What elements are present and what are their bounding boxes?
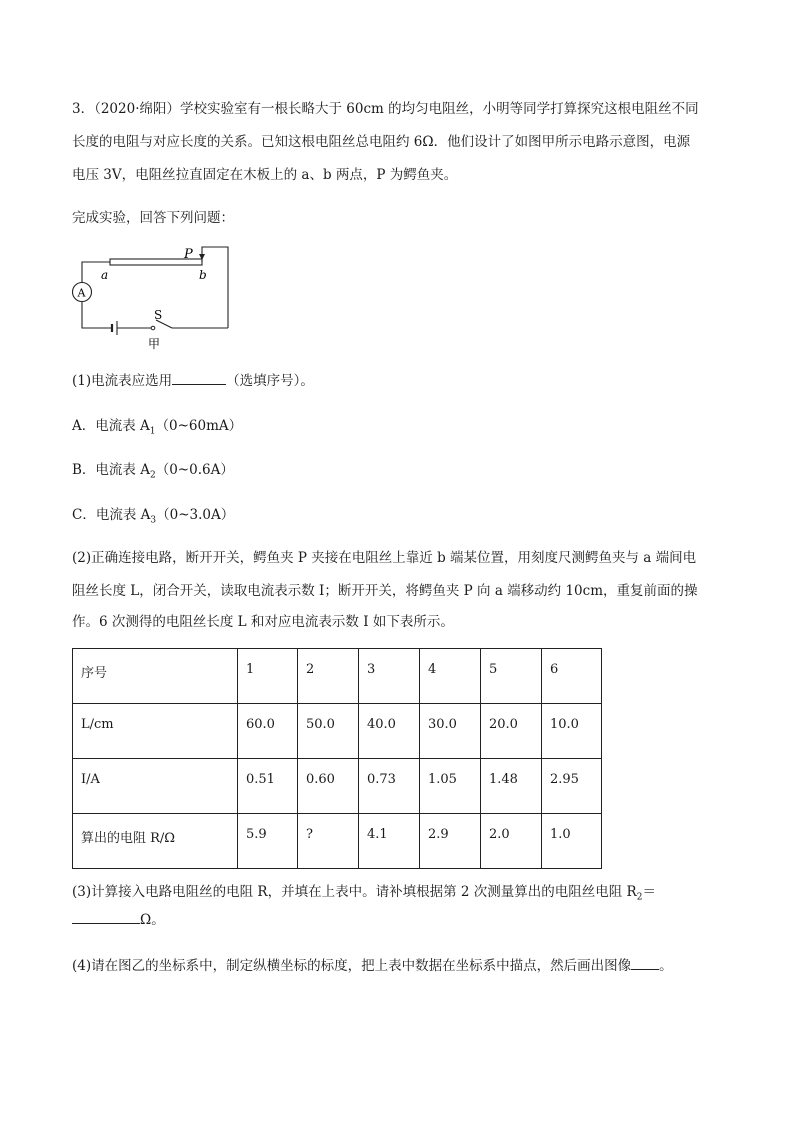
label-a: a xyxy=(101,268,109,282)
table-cell: 4.1 xyxy=(359,814,420,869)
table-cell: 1.05 xyxy=(420,759,481,814)
part3-text: (3)计算接入电路电阻丝的电阻 R，并填在上表中。请补填根据第 2 次测量算出的电阻丝电阻 R xyxy=(72,884,637,900)
table-cell: 0.73 xyxy=(359,759,420,814)
label-switch: S xyxy=(154,308,163,322)
table-cell: 60.0 xyxy=(238,704,298,759)
answer-blank-3[interactable] xyxy=(72,909,140,924)
option-a xyxy=(72,410,732,449)
label-p: P xyxy=(184,247,193,262)
part4-line xyxy=(72,950,752,983)
table-cell: 3 xyxy=(359,649,420,704)
question-line-4: 完成实验，回答下列问题： xyxy=(72,210,234,226)
table-cell: 算出的电阻 R/Ω xyxy=(73,814,238,869)
table-cell: 20.0 xyxy=(481,704,542,759)
part4-end: 。 xyxy=(659,958,673,974)
table-cell: 1.0 xyxy=(542,814,602,869)
part1-suffix: （选填序号）。 xyxy=(226,373,314,389)
option-b xyxy=(72,454,732,493)
table-cell: 6 xyxy=(542,649,602,704)
table-cell: 5 xyxy=(481,649,542,704)
circuit-diagram xyxy=(60,238,250,356)
part2-line-2: 阻丝长度 L，闭合开关，读取电流表示数 I；断开开关，将鳄鱼夹 P 向 a 端移动约 10cm，重复前面的操 xyxy=(72,583,698,599)
table-cell: 10.0 xyxy=(542,704,602,759)
table-cell: L/cm xyxy=(73,704,238,759)
table-cell: 2.9 xyxy=(420,814,481,869)
table-cell: 2.0 xyxy=(481,814,542,869)
part2-line-1: (2)正确连接电路，断开开关，鳄鱼夹 P 夹接在电阻丝上靠近 b 端某位置，用刻度尺测鳄鱼夹与 a 端间电 xyxy=(72,550,697,566)
part1-text: (1)电流表应选用 xyxy=(72,373,173,389)
table-cell: 1.48 xyxy=(481,759,542,814)
table-cell: 40.0 xyxy=(359,704,420,759)
label-b: b xyxy=(199,268,207,282)
answer-blank-4[interactable] xyxy=(631,955,659,970)
table-cell: 序号 xyxy=(73,649,238,704)
table-row xyxy=(73,649,602,704)
part2-line-3: 作。6 次测得的电阻丝长度 L 和对应电流表示数 I 如下表所示。 xyxy=(72,614,454,630)
table-row xyxy=(73,704,602,759)
option-c xyxy=(72,499,732,538)
answer-blank-1[interactable] xyxy=(172,370,226,385)
part1-prompt xyxy=(72,365,732,398)
option-b-label: B．电流表 A xyxy=(72,462,150,478)
table-cell: 0.51 xyxy=(238,759,298,814)
table-cell: 4 xyxy=(420,649,481,704)
table-cell: ? xyxy=(298,814,359,869)
label-ammeter: A xyxy=(77,286,86,300)
table-row xyxy=(73,759,602,814)
part3-line-2 xyxy=(72,904,732,937)
question-line-2: 长度的电阻与对应长度的关系。已知这根电阻丝总电阻约 6Ω．他们设计了如图甲所示电路示意图，电源 xyxy=(72,134,691,150)
option-b-sub: 2 xyxy=(149,470,156,481)
option-c-range: （0~3.0A） xyxy=(156,507,235,523)
table-cell: I/A xyxy=(73,759,238,814)
part3-sub: 2 xyxy=(636,892,643,903)
part3-unit: Ω。 xyxy=(140,912,165,928)
table-cell: 5.9 xyxy=(238,814,298,869)
question-line-3: 电压 3V，电阻丝拉直固定在木板上的 a、b 两点，P 为鳄鱼夹。 xyxy=(72,167,458,183)
part4-text: (4)请在图乙的坐标系中，制定纵横坐标的标度，把上表中数据在坐标系中描点，然后画出图像 xyxy=(72,958,632,974)
question-line-1: 3．（2020·绵阳）学校实验室有一根长略大于 60cm 的均匀电阻丝，小明等同学打算探究这根电阻丝不同 xyxy=(72,101,699,117)
table-cell: 30.0 xyxy=(420,704,481,759)
data-table xyxy=(72,648,602,869)
table-cell: 2 xyxy=(298,649,359,704)
table-cell: 0.60 xyxy=(298,759,359,814)
option-a-range: （0~60mA） xyxy=(155,418,243,434)
table-cell: 1 xyxy=(238,649,298,704)
option-a-label: A．电流表 A xyxy=(72,418,150,434)
option-a-sub: 1 xyxy=(149,426,156,437)
table-cell: 50.0 xyxy=(298,704,359,759)
option-c-label: C．电流表 A xyxy=(72,507,151,523)
table-cell: 2.95 xyxy=(542,759,602,814)
table-row xyxy=(73,814,602,869)
option-b-range: （0~0.6A） xyxy=(155,462,234,478)
diagram-caption: 甲 xyxy=(148,337,161,351)
part3-equals: ＝ xyxy=(642,884,656,900)
option-c-sub: 3 xyxy=(150,515,157,526)
